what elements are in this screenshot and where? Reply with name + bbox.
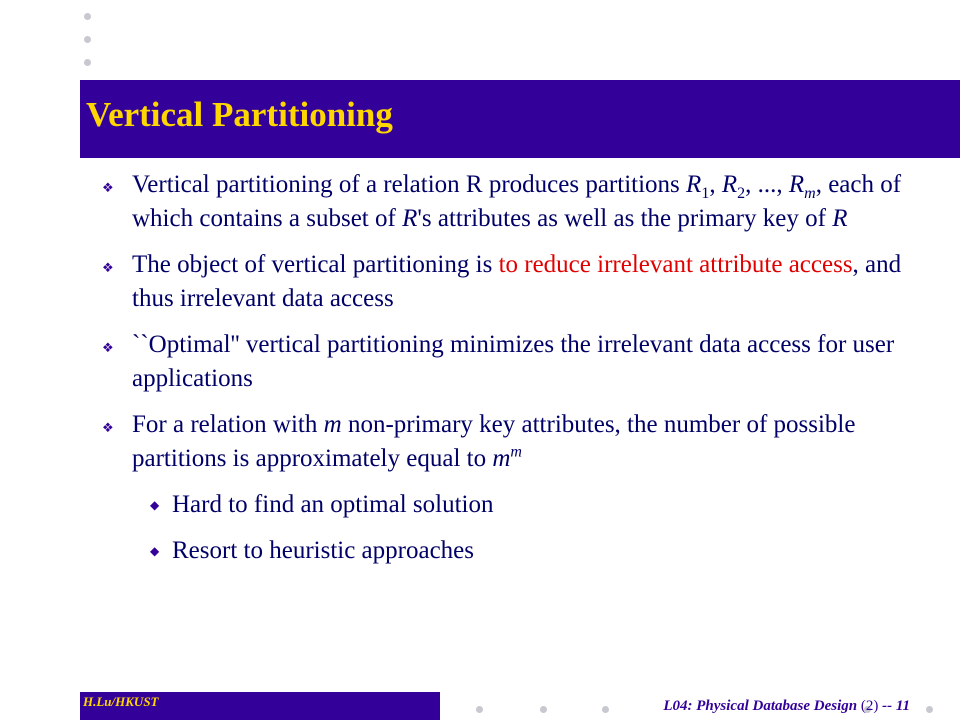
bullet-item [102,328,910,396]
sub-bullet-item [102,534,910,568]
bullet-text: Vertical partitioning of a relation R produces partitions [132,171,687,198]
bullet-text: For a relation with [132,411,324,438]
bullet-text: ``Optimal'' vertical partitioning minimizes the irrelevant data access for user applications [132,331,895,392]
four-diamond-icon: ❖ [102,180,114,195]
subscript: 2 [737,185,746,202]
sub-bullet-text: Resort to heuristic approaches [172,537,474,564]
sub-bullet-item [102,488,910,522]
footer-author-bar [80,692,440,720]
bullet-item [102,168,910,236]
subscript: m [804,185,816,202]
diamond-icon: ◆ [150,498,160,512]
footer-part: (2) [860,698,879,714]
four-diamond-icon: ❖ [102,340,114,355]
footer-author: H.Lu/HKUST [83,694,159,709]
bullet-item [102,408,910,476]
footer-lecture: L04: Physical Database Design [663,698,861,714]
bullet-text: , and thus irrelevant data access [132,251,902,312]
decorative-dot [602,706,609,713]
variable-m: m [323,411,342,438]
relation-symbol: R [721,171,738,198]
bullet-text: non-primary key attributes, the number of possible partitions is approximately equal to [132,411,856,472]
relation-symbol: R [402,205,418,232]
sub-bullet-text: Hard to find an optimal solution [172,491,494,518]
superscript: m [510,443,522,461]
bullet-list [102,168,910,580]
footer-course-info [663,698,910,715]
footer-page-number: -- 11 [878,698,910,714]
highlighted-text: to reduce irrelevant attribute access [498,251,853,278]
relation-symbol: R [788,171,805,198]
bullet-item [102,248,910,316]
slide-title: Vertical Partitioning [86,95,393,134]
relation-symbol: R [686,171,702,198]
subscript: 1 [701,185,710,202]
four-diamond-icon: ❖ [102,260,114,275]
variable-m: m [492,445,511,472]
title-bar [80,80,960,158]
decorative-dot [926,706,933,713]
bullet-text: 's attributes as well as the primary key of [417,205,833,232]
diamond-icon: ◆ [150,544,160,558]
decorative-dot [84,36,91,43]
bullet-text: , ..., [745,171,789,198]
decorative-dot [84,13,91,20]
bullet-text: The object of vertical partitioning is [132,251,499,278]
bullet-text: , [709,171,722,198]
decorative-dot [476,706,483,713]
decorative-dot [540,706,547,713]
four-diamond-icon: ❖ [102,420,114,435]
decorative-dot [84,59,91,66]
bullet-text: , each of which contains a subset of [132,171,902,232]
relation-symbol: R [832,205,848,232]
